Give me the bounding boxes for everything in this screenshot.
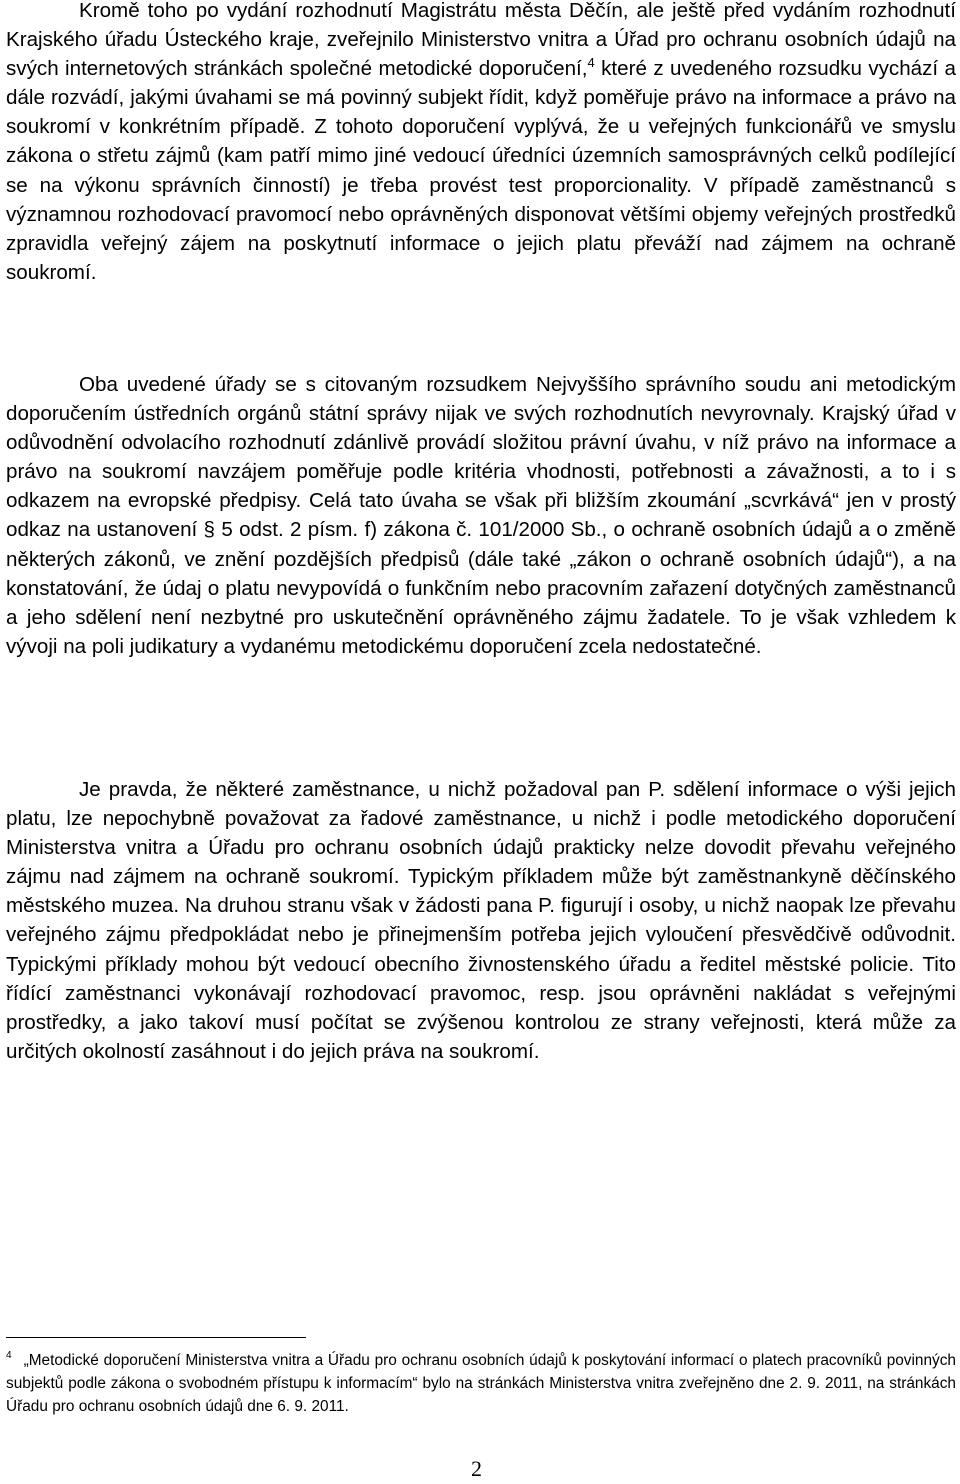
footnote-text: „Metodické doporučení Ministerstva vnitra a Úřadu pro ochranu osobních údajů k poskytování informací o platech pracovníků povinných subjektů podle zákona o svobodném přístupu k informacím“ bylo na stránkách Ministerstva vnitra zveřejněno dne 2. 9. 2011, na stránkách Úřadu pro ochranu osobních údajů dne 6. 9. 2011.: [6, 1352, 956, 1415]
paragraph-3: Je pravda, že některé zaměstnance, u nichž požadoval pan P. sdělení informace o výši jejich platu, lze nepochybně považovat za řadové zaměstnance, u nichž i podle metodického doporučení Ministerstva vnitra a Úřadu pro ochranu osobních údajů prakticky nelze dovodit převahu veřejného zájmu nad zájmem na ochraně soukromí. Typickým příkladem může být zaměstnankyně děčínského městského muzea. Na druhou stranu však v žádosti pana P. figurují i osoby, u nichž naopak lze převahu veřejného zájmu předpokládat nebo je přinejmenším potřeba jejich vyloučení přesvědčivě odůvodnit. Typickými příklady mohou být vedoucí obecního živnostenského úřadu a ředitel městské policie. Tito řídící zaměstnanci vykonávají rozhodovací pravomoc, resp. jsou oprávněni nakládat s veřejnými prostředky, a jako takoví musí počítat se zvýšenou kontrolou ze strany veřejnosti, která může za určitých okolností zasáhnout i do jejich práva na soukromí.: [6, 778, 956, 1063]
footnote: [6, 1349, 956, 1418]
footnote-reference[interactable]: 4: [587, 55, 595, 71]
paragraph-1-text-start: Kromě toho po vydání rozhodnutí Magistrátu města Děčín, ale ještě před vydáním rozhodnutí Krajského úřadu Ústeckého kraje, zveřejnilo Ministerstvo vnitra a Úřad pro ochranu osobních údajů na svých internetových stránkách společné metodické doporučení,: [6, 0, 956, 81]
paragraph-1: [6, 0, 956, 287]
page-number: 2: [471, 1456, 482, 1481]
footnote-number: 4: [6, 1350, 12, 1361]
paragraph-1-text-end: které z uvedeného rozsudku vychází a dále rozvádí, jakými úvahami se má povinný subjekt řídit, když poměřuje právo na informace a právo na soukromí v konkrétním případě. Z tohoto doporučení vyplývá, že u veřejných funkcionářů ve smyslu zákona o střetu zájmů (kam patří mimo jiné vedoucí úředníci územních samosprávných celků podílející se na výkonu správních činností) je třeba provést test proporcionality. V případě zaměstnanců s významnou rozhodovací pravomocí nebo oprávněných disponovat většími objemy veřejných prostředků zpravidla veřejný zájem na poskytnutí informace o jejich platu převáží nad zájmem na ochraně soukromí.: [6, 57, 956, 284]
footnote-separator: [6, 1337, 306, 1338]
paragraph-2: Oba uvedené úřady se s citovaným rozsudkem Nejvyššího správního soudu ani metodickým doporučením ústředních orgánů státní správy nijak ve svých rozhodnutích nevyrovnaly. Krajský úřad v odůvodnění odvolacího rozhodnutí zdánlivě provádí složitou právní úvahu, v níž právo na informace a právo na soukromí navzájem poměřuje podle kritéria vhodnosti, potřebnosti a závažnosti, a to i s odkazem na evropské předpisy. Celá tato úvaha se však při bližším zkoumání „scvrkává“ jen v prostý odkaz na ustanovení § 5 odst. 2 písm. f) zákona č. 101/2000 Sb., o ochraně osobních údajů a o změně některých zákonů, ve znění pozdějších předpisů (dále také „zákon o ochraně osobních údajů“), a na konstatování, že údaj o platu nevypovídá o funkčním nebo pracovním zařazení dotyčných zaměstnanců a jeho sdělení není nezbytné pro uskutečnění oprávněného zájmu žadatele. To je však vzhledem k vývoji na poli judikatury a vydanému metodickému doporučení zcela nedostatečné.: [6, 373, 956, 658]
